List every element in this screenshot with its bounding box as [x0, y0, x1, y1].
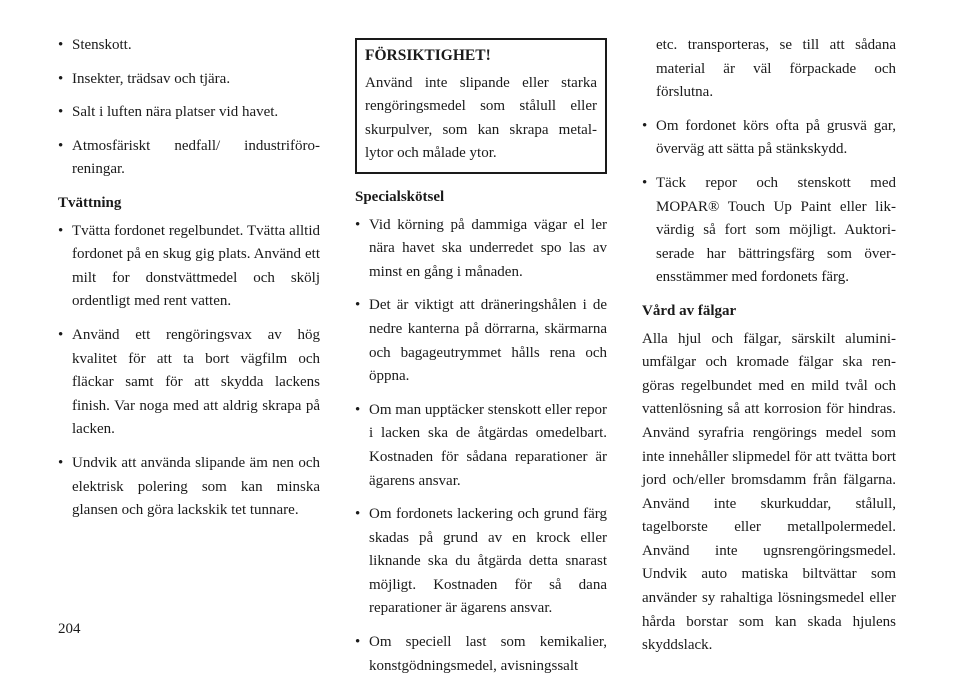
- column-2: [355, 34, 607, 688]
- section-heading-washing: Tvättning: [58, 194, 122, 211]
- caution-title: FÖRSIKTIGHET!: [365, 47, 491, 64]
- list-item: • Tvätta fordonet regelbundet. Tvätta alltid fordonet på en skug gig plats. Använd ett milt for donstvättmedel och skölj ordentligt med rent vatten.: [58, 220, 320, 314]
- column-3: [642, 34, 896, 668]
- list-item-continuation: etc. transporteras, se till att sådana material är väl förpackade och förslutna.: [656, 37, 896, 101]
- section-heading-wheel-care: Vård av fälgar: [642, 302, 737, 319]
- caution-text: Använd inte slipande eller starka rengöringsmedel som stålull eller skurpulver, som kan skrapa metal lytor och målade ytor.: [365, 74, 597, 162]
- list-item: • Täck repor och stenskott med MOPAR® Touch Up Paint eller lik värdig så fort som möjligt. Auktori serade har bättringsfärg som över ensstämmer med fordonets färg.: [642, 172, 896, 290]
- list-item: • Atmosfäriskt nedfall/ industriföro reningar.: [58, 135, 320, 182]
- wheel-care-paragraph: Alla hjul och fälgar, särskilt alumini umfälgar och kromade fälgar ska ren göras regelbundet med en mild tvål och vattenlösning så att korrosion för hindras. Använd syrafria rengörings medel som inte innehåller slipmedel för att tvätta bort jord och/eller bromsdamm från fälgarna. Använd inte skurkuddar, stålull, tagelborste eller metallpolermedel. Använd inte ugnsrengöringsmedel. Undvik auto matiska biltvättar som använder sy rahaltiga lösningsmedel eller hårda borstar som kan skada hjulens skyddslack.: [642, 330, 896, 654]
- list-item: • Om fordonets lackering och grund färg skadas på grund av en krock eller liknande ska du åtgärda detta snarast möjligt. Kostnaden för så dana reparationer är ägarens ansvar.: [355, 503, 607, 621]
- list-item: • Om fordonet körs ofta på grusvä gar, överväg att sätta på stänkskydd.: [642, 115, 896, 162]
- list-item: • Salt i luften nära platser vid havet.: [58, 101, 320, 125]
- list-item: • Vid körning på dammiga vägar el ler nära havet ska underredet spo las av minst en gång i månaden.: [355, 214, 607, 285]
- list-item: • Insekter, trädsav och tjära.: [58, 68, 320, 92]
- list-item: • Undvik att använda slipande äm nen och elektrisk polering som kan minska glansen och göra lackskik tet tunnare.: [58, 452, 320, 523]
- list-item: • Använd ett rengöringsvax av hög kvalitet för att ta bort vägfilm och fläckar samt för att skydda lackens finish. Var noga med att aldrig skrapa på lacken.: [58, 324, 320, 442]
- list-item: • Det är viktigt att dräneringshålen i de nedre kanterna på dörrarna, skärmarna och bagageutrymmet hålls rena och öppna.: [355, 294, 607, 388]
- column-1: [58, 34, 320, 533]
- list-item: • Stenskott.: [58, 34, 320, 58]
- bullet-list-hazards: [58, 34, 320, 182]
- caution-box: [355, 38, 607, 174]
- page-number: 204: [58, 621, 81, 637]
- bullet-list-paint: [642, 115, 896, 290]
- list-item: • Om speciell last som kemikalier, konstgödningsmedel, avisningssalt: [355, 631, 607, 678]
- section-heading-special-care: Specialskötsel: [355, 188, 445, 205]
- list-item: • Om man upptäcker stenskott eller repor i lacken ska de åtgärdas omedelbart. Kostnaden för sådana reparationer är ägarens ansvar.: [355, 399, 607, 493]
- bullet-list-special-care: [355, 214, 607, 679]
- bullet-list-washing: [58, 220, 320, 523]
